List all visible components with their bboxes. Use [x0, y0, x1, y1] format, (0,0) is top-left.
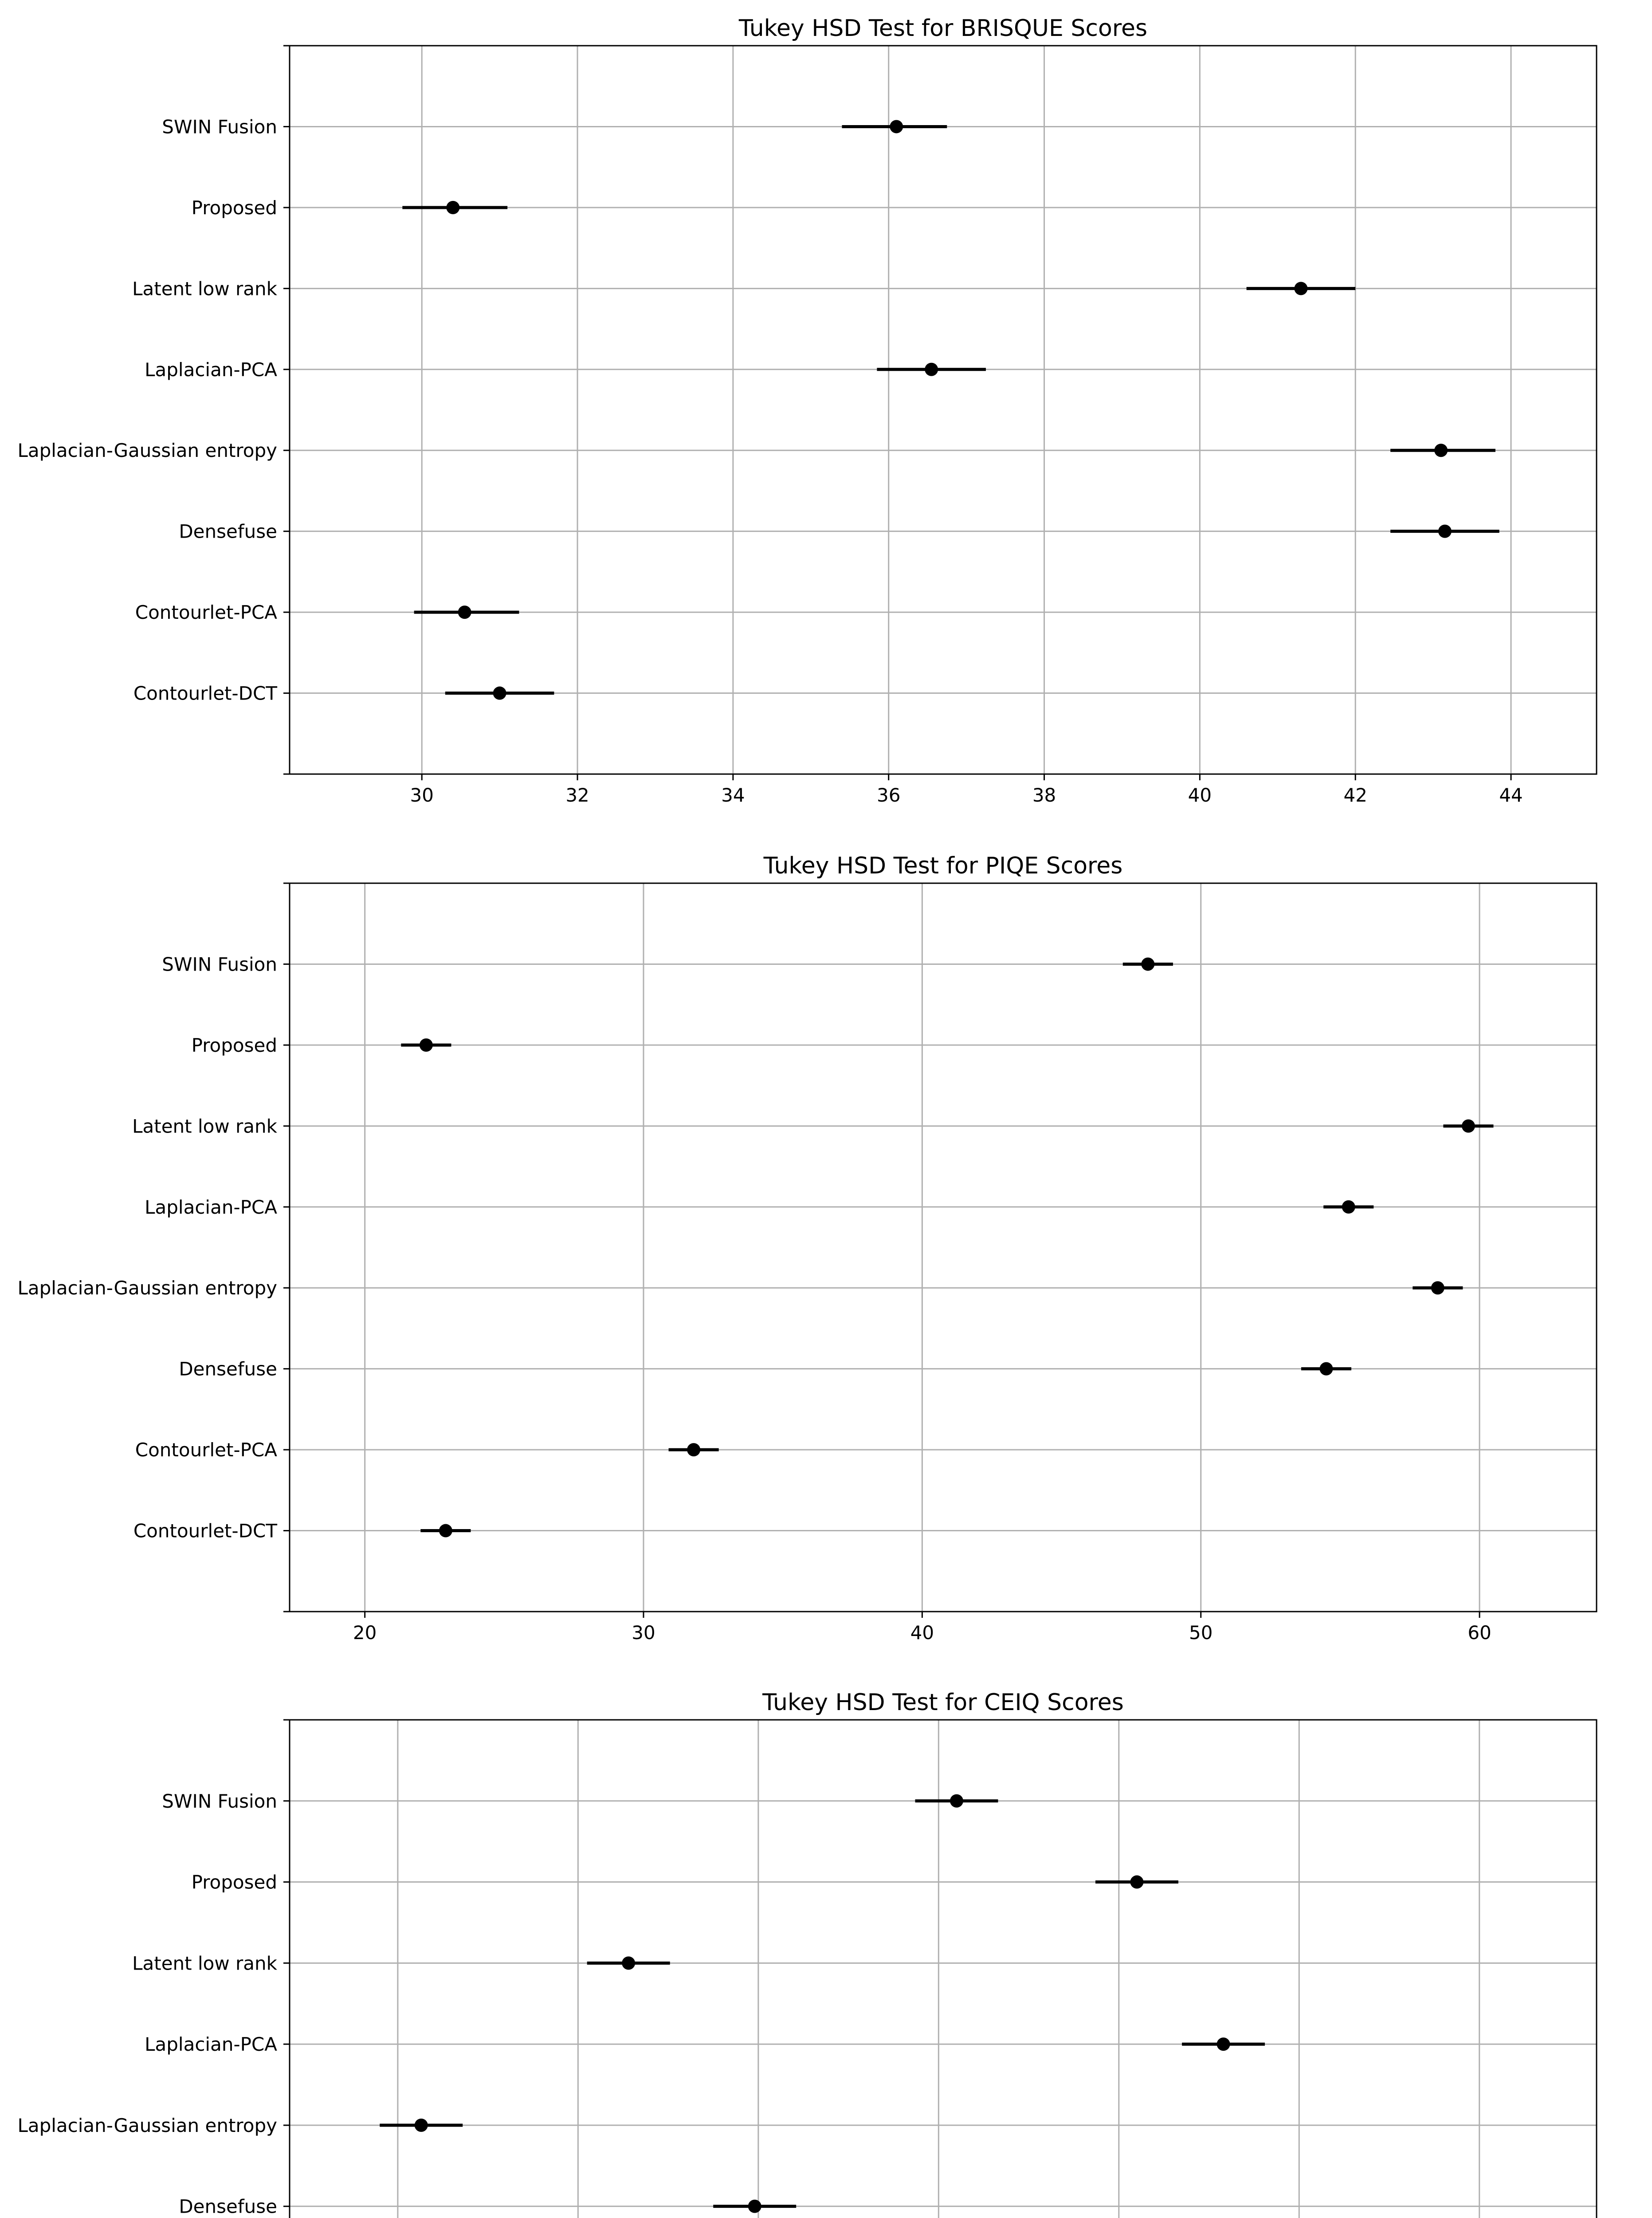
mean-point: [622, 1956, 635, 1970]
mean-point: [458, 606, 471, 619]
mean-point: [950, 1794, 963, 1808]
category-label: Latent low rank: [132, 1115, 277, 1137]
category-label: Densefuse: [179, 520, 277, 543]
x-tick-label: 42: [1343, 784, 1367, 806]
mean-point: [1434, 444, 1448, 457]
category-label: Contourlet-DCT: [133, 1520, 277, 1542]
mean-point: [1431, 1281, 1444, 1294]
x-tick-label: 44: [1499, 784, 1523, 806]
x-tick-label: 38: [1032, 784, 1056, 806]
mean-point: [687, 1443, 700, 1456]
mean-point: [439, 1524, 452, 1538]
category-label: Laplacian-PCA: [145, 1196, 277, 1218]
x-tick-label: 50: [1189, 1622, 1213, 1644]
mean-point: [1462, 1119, 1475, 1133]
x-tick-label: 40: [1188, 784, 1212, 806]
chart-panel-1: [17, 15, 1597, 806]
category-label: Contourlet-PCA: [135, 1439, 277, 1461]
category-label: SWIN Fusion: [162, 116, 277, 138]
plot-area: [290, 883, 1597, 1612]
x-tick-label: 34: [721, 784, 745, 806]
plot-area: [290, 46, 1597, 774]
mean-point: [1141, 957, 1154, 971]
category-label: Latent low rank: [132, 278, 277, 300]
x-tick-label: 40: [910, 1622, 934, 1644]
mean-point: [890, 120, 903, 133]
category-label: SWIN Fusion: [162, 1790, 277, 1812]
mean-point: [493, 687, 506, 700]
mean-point: [1342, 1200, 1355, 1214]
chart-panel-3: [17, 1689, 1597, 2218]
category-label: Densefuse: [179, 2195, 277, 2218]
mean-point: [925, 363, 938, 376]
x-tick-label: 60: [1468, 1622, 1491, 1644]
mean-point: [1294, 282, 1307, 295]
category-label: Laplacian-Gaussian entropy: [17, 2114, 277, 2136]
category-label: SWIN Fusion: [162, 953, 277, 975]
x-tick-label: 30: [632, 1622, 655, 1644]
mean-point: [748, 2200, 761, 2213]
mean-point: [446, 201, 459, 214]
category-label: Proposed: [191, 197, 277, 219]
category-label: Contourlet-PCA: [135, 602, 277, 624]
x-tick-label: 20: [353, 1622, 377, 1644]
category-label: Proposed: [191, 1871, 277, 1893]
category-label: Densefuse: [179, 1358, 277, 1380]
category-label: Latent low rank: [132, 1952, 277, 1974]
chart-panel-2: [17, 853, 1597, 1644]
chart-title: Tukey HSD Test for PIQE Scores: [763, 853, 1123, 879]
category-label: Laplacian-PCA: [145, 2033, 277, 2056]
mean-point: [1438, 525, 1452, 538]
x-tick-label: 32: [565, 784, 589, 806]
mean-point: [1217, 2037, 1230, 2051]
x-tick-label: 36: [876, 784, 901, 806]
category-label: Laplacian-Gaussian entropy: [17, 440, 277, 462]
category-label: Proposed: [191, 1034, 277, 1056]
mean-point: [415, 2119, 428, 2132]
chart-title: Tukey HSD Test for BRISQUE Scores: [738, 15, 1148, 42]
chart-title: Tukey HSD Test for CEIQ Scores: [762, 1689, 1124, 1716]
category-label: Laplacian-PCA: [145, 358, 277, 381]
mean-point: [1319, 1362, 1333, 1376]
plot-area: [290, 1720, 1597, 2218]
category-label: Laplacian-Gaussian entropy: [17, 1277, 277, 1299]
x-tick-label: 30: [410, 784, 434, 806]
category-label: Contourlet-DCT: [133, 682, 277, 704]
mean-point: [1130, 1876, 1143, 1889]
mean-point: [420, 1038, 433, 1052]
